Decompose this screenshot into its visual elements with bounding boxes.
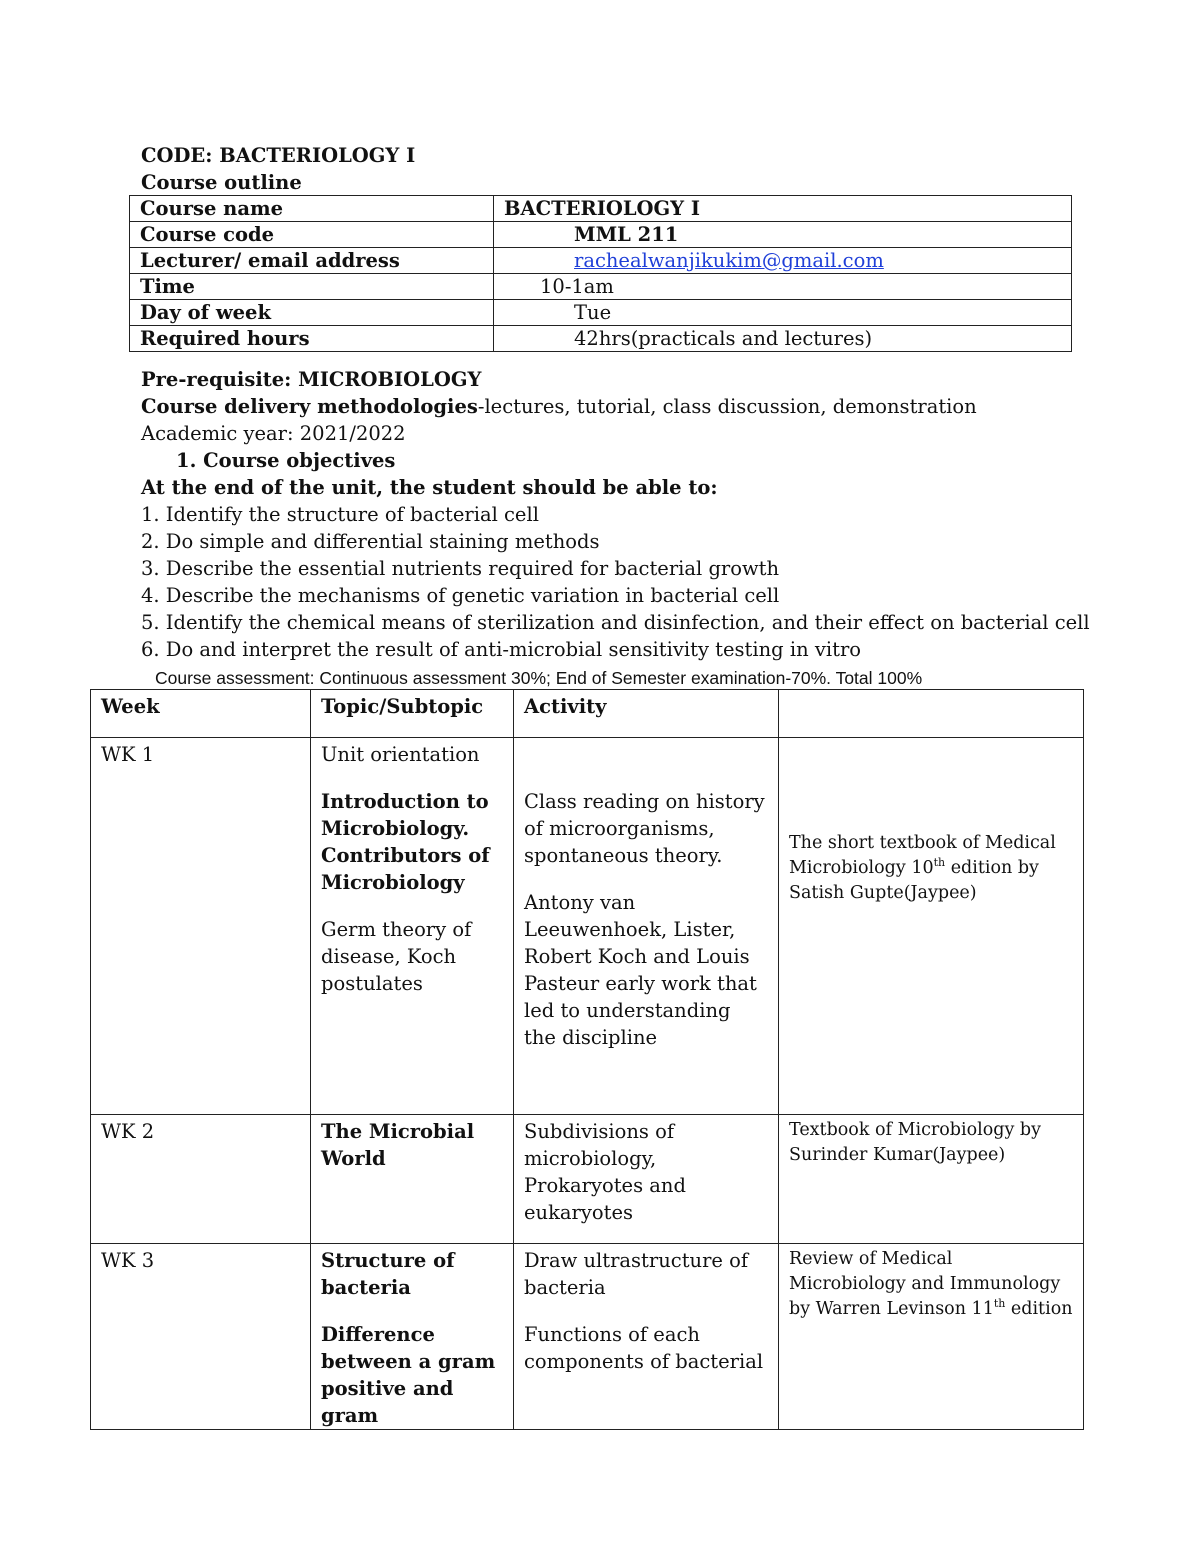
info-value: Tue (494, 300, 1072, 326)
info-value: MML 211 (494, 222, 1072, 248)
info-row (130, 222, 1072, 248)
course-assessment: Course assessment: Continuous assessment 30%; End of Semester examination-70%. Total 100% (155, 668, 923, 688)
topic-text: Unit orientation (321, 743, 480, 766)
reference-part: Review of Medical Microbiology and Immunology by Warren Levinson 11 (789, 1249, 1061, 1319)
topic-text: Structure of bacteria (321, 1249, 455, 1299)
week-cell: WK 2 (91, 1115, 311, 1244)
objective-item: 5. Identify the chemical means of sterilization and disinfection, and their effect on bacterial cell (141, 611, 1090, 634)
objective-item: 1. Identify the structure of bacterial cell (141, 503, 539, 526)
activity-text: Class reading on history of microorganisms, spontaneous theory. (524, 790, 765, 867)
info-label: Time (130, 274, 494, 300)
schedule-header-row (91, 690, 1084, 738)
activity-cell (514, 1244, 779, 1430)
info-label: Course code (130, 222, 494, 248)
header-reference (779, 690, 1084, 738)
objective-item: 3. Describe the essential nutrients required for bacterial growth (141, 557, 780, 580)
info-row (130, 274, 1072, 300)
activity-text: Antony van Leeuwenhoek, Lister, Robert Koch and Louis Pasteur early work that led to understanding the discipline (524, 891, 757, 1049)
info-value-cell (494, 248, 1072, 274)
reference-superscript: th (933, 856, 946, 870)
topic-text: Germ theory of disease, Koch postulates (321, 918, 472, 995)
delivery-label: Course delivery methodologies (141, 395, 478, 418)
reference-cell (779, 1115, 1084, 1244)
objectives-intro: At the end of the unit, the student should be able to: (141, 476, 718, 499)
week-cell: WK 3 (91, 1244, 311, 1430)
activity-text: Draw ultrastructure of bacteria (524, 1249, 749, 1299)
reference-cell (779, 1244, 1084, 1430)
reference-text (789, 831, 1073, 906)
delivery-text: -lectures, tutorial, class discussion, demonstration (477, 395, 977, 418)
course-code-heading: CODE: BACTERIOLOGY I (141, 144, 416, 167)
schedule-table (90, 689, 1084, 1430)
activity-cell (514, 738, 779, 1115)
reference-superscript: th (993, 1297, 1006, 1311)
activity-cell (514, 1115, 779, 1244)
info-value: 42hrs(practicals and lectures) (494, 326, 1072, 352)
header-week: Week (91, 690, 311, 738)
info-label: Lecturer/ email address (130, 248, 494, 274)
objective-item: 4. Describe the mechanisms of genetic variation in bacterial cell (141, 584, 780, 607)
reference-part: The short textbook of Medical Microbiology 10 (789, 833, 1056, 878)
info-value: 10-1am (494, 274, 1072, 300)
activity-text: Subdivisions of microbiology, Prokaryotes and eukaryotes (524, 1120, 686, 1224)
header-activity: Activity (514, 690, 779, 738)
topic-cell (311, 1244, 514, 1430)
objective-item: 6. Do and interpret the result of anti-microbial sensitivity testing in vitro (141, 638, 862, 661)
course-outline-title: Course outline (141, 171, 302, 194)
info-label: Course name (130, 196, 494, 222)
topic-text: Introduction to Microbiology. Contributors of Microbiology (321, 790, 490, 894)
lecturer-email-link[interactable]: rachealwanjikukim@gmail.com (574, 249, 884, 272)
info-row (130, 300, 1072, 326)
header-topic: Topic/Subtopic (311, 690, 514, 738)
topic-text: Difference between a gram positive and gram (321, 1323, 496, 1427)
info-row (130, 196, 1072, 222)
activity-text: Functions of each components of bacterial (524, 1323, 764, 1373)
reference-part: edition by Satish Gupte(Jaypee) (789, 858, 1039, 903)
table-row (91, 738, 1084, 1115)
prerequisite: Pre-requisite: MICROBIOLOGY (141, 368, 482, 391)
table-row (91, 1244, 1084, 1430)
topic-cell (311, 738, 514, 1115)
topic-text: The Microbial World (321, 1120, 475, 1170)
academic-year: Academic year: 2021/2022 (141, 422, 406, 445)
info-row (130, 326, 1072, 352)
info-row (130, 248, 1072, 274)
reference-cell (779, 738, 1084, 1115)
table-row (91, 1115, 1084, 1244)
course-info-table (129, 195, 1072, 352)
info-value: BACTERIOLOGY I (494, 196, 1072, 222)
objectives-heading: 1. Course objectives (176, 449, 396, 472)
reference-part: edition (1005, 1299, 1073, 1319)
delivery-methodologies (141, 394, 977, 420)
objective-item: 2. Do simple and differential staining methods (141, 530, 600, 553)
topic-cell (311, 1115, 514, 1244)
reference-text: Textbook of Microbiology by Surinder Kumar(Jaypee) (789, 1120, 1042, 1165)
info-label: Day of week (130, 300, 494, 326)
reference-text (789, 1247, 1073, 1322)
info-label: Required hours (130, 326, 494, 352)
week-cell: WK 1 (91, 738, 311, 1115)
